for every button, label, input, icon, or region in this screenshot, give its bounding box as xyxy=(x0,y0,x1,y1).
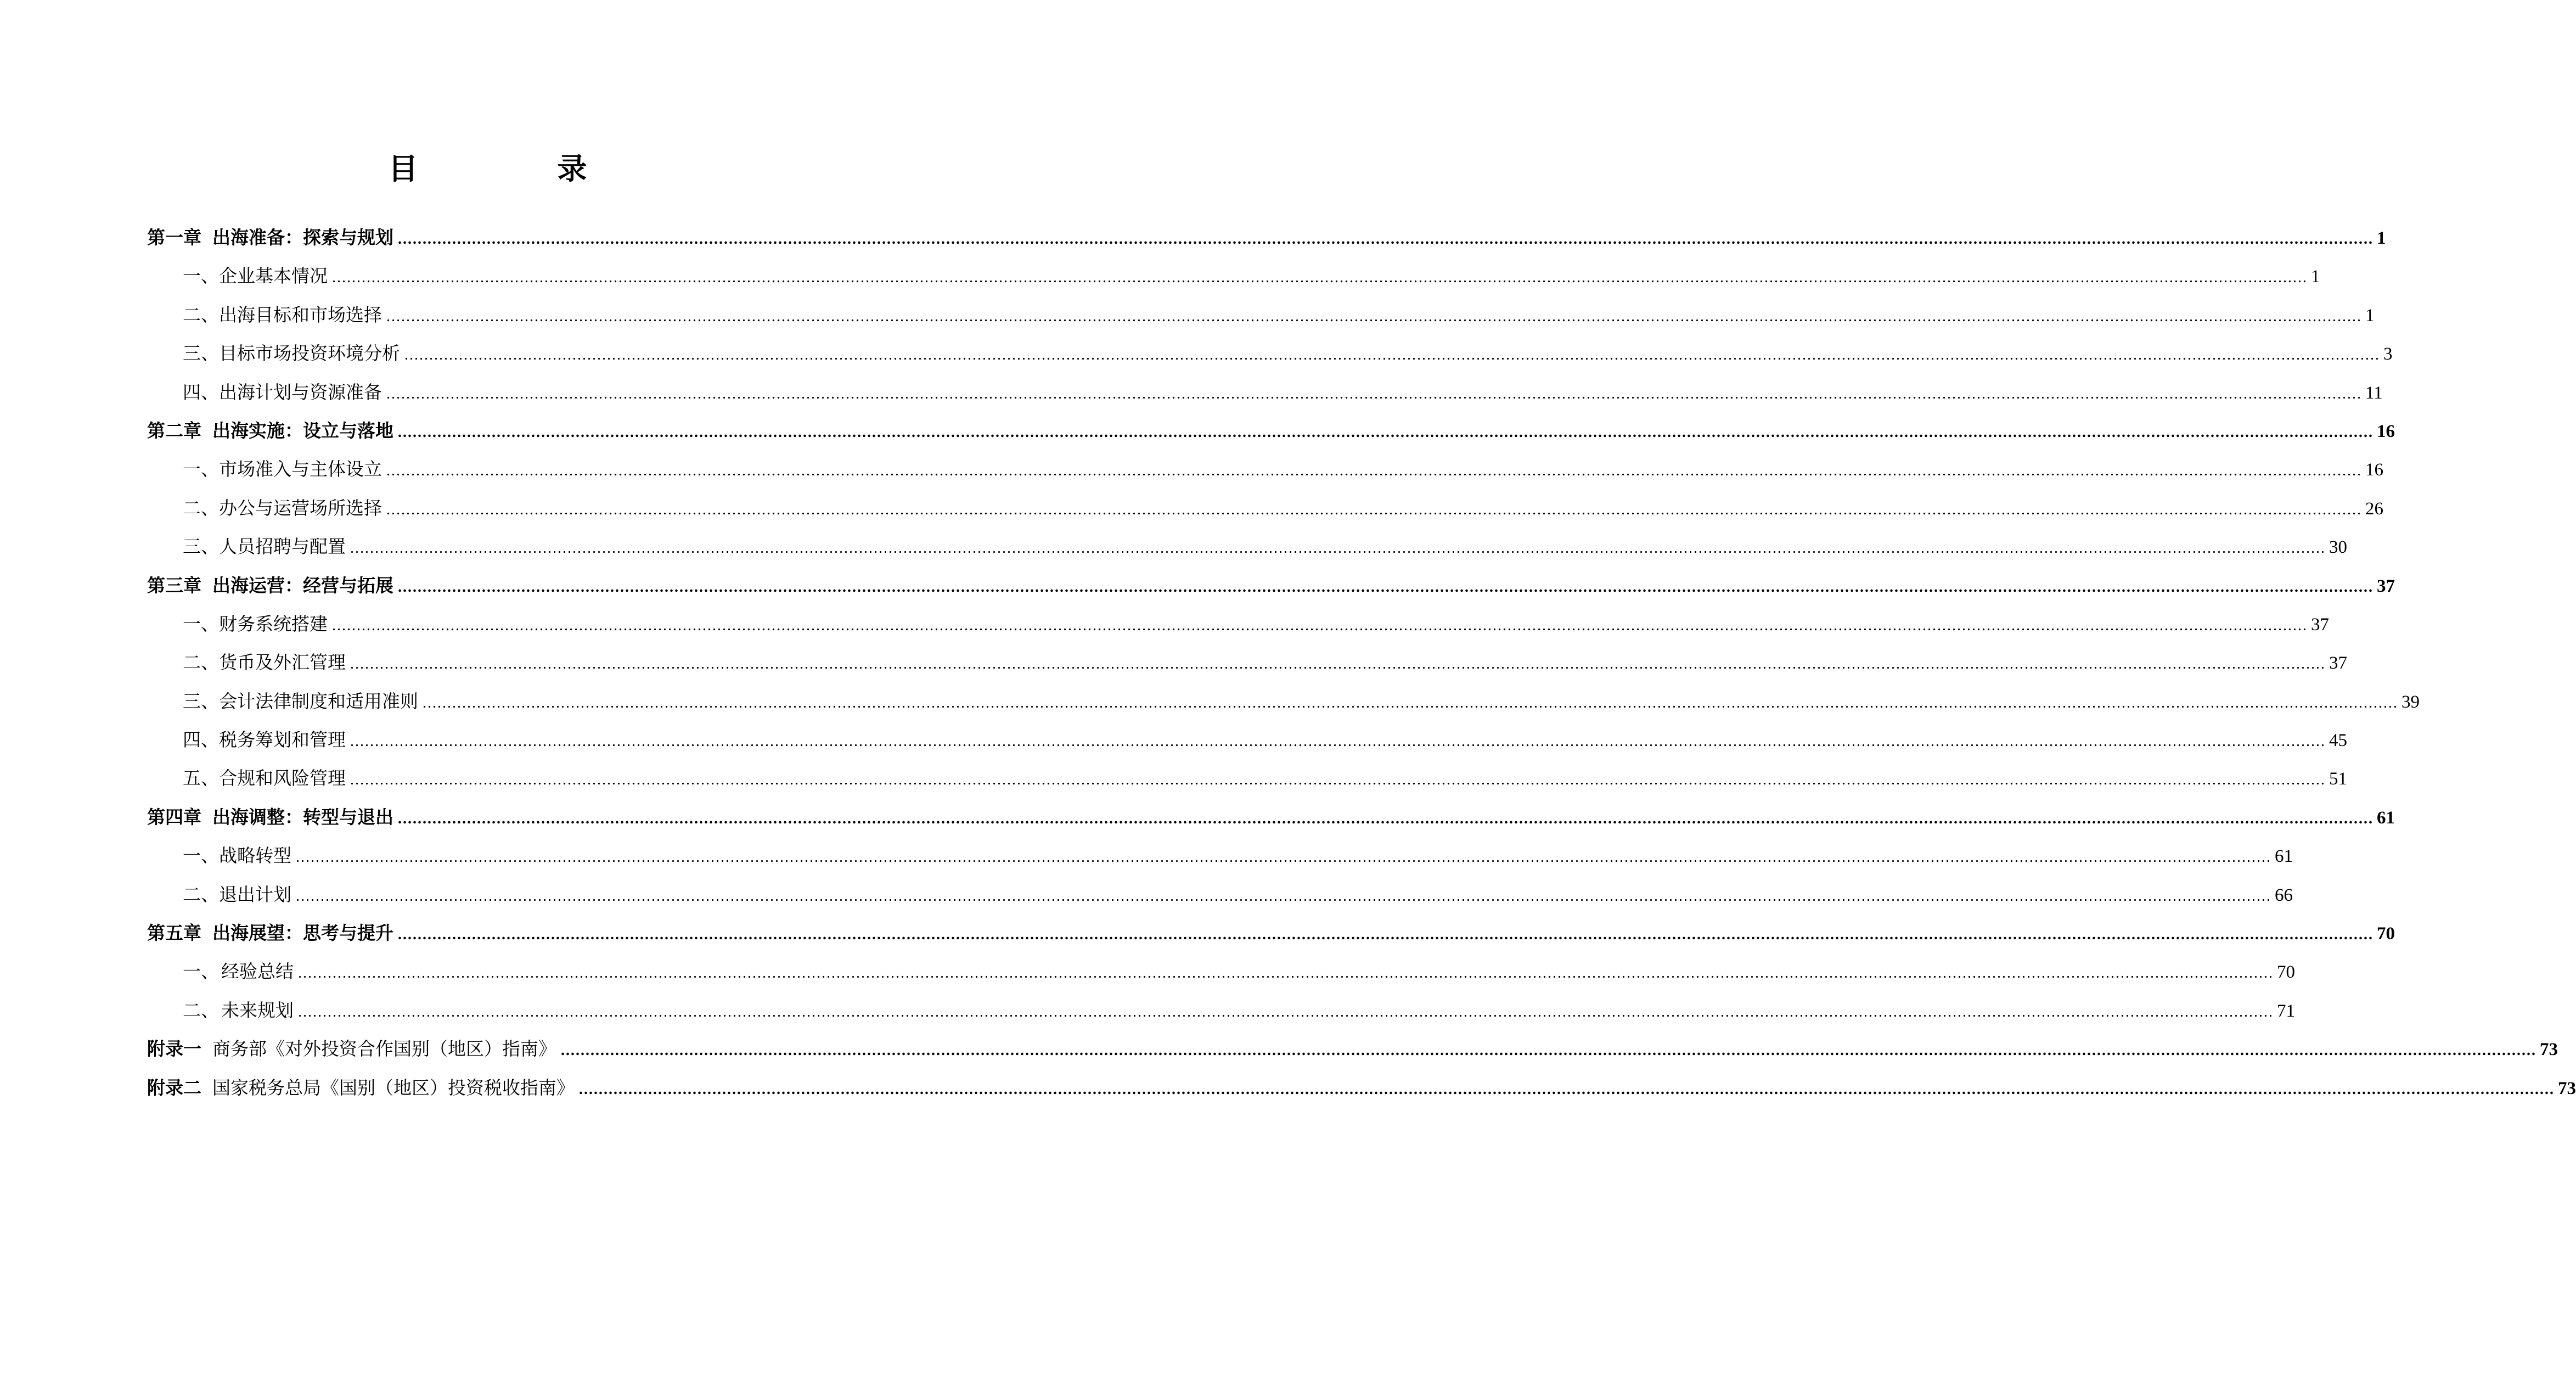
toc-section-row[interactable] xyxy=(147,643,2347,682)
toc-entry-title: 出海运营：经营与拓展 xyxy=(212,574,393,596)
dot-leader: ................................................................................................................................................................................................................................................................................................................................................................................................................ xyxy=(398,423,2373,441)
toc-page-number: 61 xyxy=(2275,846,2293,867)
toc-entry-title: 货币及外汇管理 xyxy=(219,652,346,674)
toc-page-number: 26 xyxy=(2365,498,2383,519)
toc-entry-number: 一、 xyxy=(183,845,219,867)
toc-page-number: 70 xyxy=(2277,962,2295,983)
toc-entry-title: 合规和风险管理 xyxy=(219,767,346,789)
toc-section-row[interactable] xyxy=(147,837,2293,875)
toc-entry-number: 二、 xyxy=(183,999,219,1021)
toc-entry-number: 第一章 xyxy=(147,227,201,248)
toc-page-number: 1 xyxy=(2377,228,2386,248)
toc-page-number: 1 xyxy=(2365,305,2375,326)
toc-entry-title: 出海计划与资源准备 xyxy=(219,381,382,403)
toc-entry-number: 五、 xyxy=(183,767,219,789)
toc-section-row[interactable] xyxy=(147,991,2295,1030)
toc-page-number: 61 xyxy=(2377,807,2395,828)
toc-entry-title: 税务筹划和管理 xyxy=(219,729,346,751)
toc-entry-number: 四、 xyxy=(183,381,219,403)
toc-section-row[interactable] xyxy=(147,605,2329,643)
toc-page-number: 37 xyxy=(2329,653,2347,674)
toc-entry-title: 出海调整：转型与退出 xyxy=(212,806,393,828)
toc-entry-title: 会计法律制度和适用准则 xyxy=(219,690,418,712)
toc-entry-title: 退出计划 xyxy=(219,883,291,905)
toc-section-row[interactable] xyxy=(147,296,2375,334)
dot-leader: ................................................................................................................................................................................................................................................................................................................................................................................................................ xyxy=(350,733,2326,750)
toc-page-number: 1 xyxy=(2311,267,2320,287)
toc-page-number: 16 xyxy=(2365,460,2383,480)
toc-entry-title: 商务部《对外投资合作国别（地区）指南》 xyxy=(212,1038,556,1060)
dot-leader: ................................................................................................................................................................................................................................................................................................................................................................................................................ xyxy=(350,771,2326,789)
toc-entry-number: 四、 xyxy=(183,729,219,751)
toc-page-number: 70 xyxy=(2377,924,2395,944)
dot-leader: ................................................................................................................................................................................................................................................................................................................................................................................................................ xyxy=(404,346,2380,364)
toc-section-row[interactable] xyxy=(147,759,2347,798)
dot-leader: ................................................................................................................................................................................................................................................................................................................................................................................................................ xyxy=(398,231,2373,248)
toc-entry-number: 附录一 xyxy=(147,1038,201,1060)
dot-leader: ................................................................................................................................................................................................................................................................................................................................................................................................................ xyxy=(398,810,2373,827)
toc-section-row[interactable] xyxy=(147,952,2295,991)
toc-section-row[interactable] xyxy=(147,334,2393,373)
toc-entry-title: 办公与运营场所选择 xyxy=(219,497,382,519)
page-title: 目 录 xyxy=(388,152,642,186)
toc-entry-number: 第四章 xyxy=(147,806,201,828)
dot-leader: ................................................................................................................................................................................................................................................................................................................................................................................................................ xyxy=(423,694,2398,711)
toc-entry-number: 第三章 xyxy=(147,574,201,596)
dot-leader: ................................................................................................................................................................................................................................................................................................................................................................................................................ xyxy=(386,307,2362,325)
dot-leader: ................................................................................................................................................................................................................................................................................................................................................................................................................ xyxy=(332,269,2308,287)
dot-leader: ................................................................................................................................................................................................................................................................................................................................................................................................................ xyxy=(386,385,2362,402)
dot-leader: ................................................................................................................................................................................................................................................................................................................................................................................................................ xyxy=(398,926,2373,944)
toc-section-row[interactable] xyxy=(147,489,2383,528)
toc-page-number: 30 xyxy=(2329,537,2347,558)
toc-entry-number: 附录二 xyxy=(147,1076,201,1098)
toc-entry-number: 第五章 xyxy=(147,922,201,944)
toc-page-number: 3 xyxy=(2383,344,2393,364)
dot-leader: ................................................................................................................................................................................................................................................................................................................................................................................................................ xyxy=(350,655,2326,673)
toc-entry-title: 出海准备：探索与规划 xyxy=(212,227,393,248)
toc-chapter-row[interactable] xyxy=(147,1069,2576,1107)
toc-page-number: 37 xyxy=(2311,614,2329,635)
toc-entry-number: 三、 xyxy=(183,536,219,558)
toc-chapter-row[interactable] xyxy=(147,1030,2558,1068)
toc-entry-title: 人员招聘与配置 xyxy=(219,536,346,558)
toc-chapter-row[interactable] xyxy=(147,798,2395,837)
toc-entry-title: 出海实施：设立与落地 xyxy=(212,419,393,441)
toc-entry-number: 一、 xyxy=(183,961,219,983)
toc-page-number: 51 xyxy=(2329,769,2347,789)
toc-entry-number: 一、 xyxy=(183,458,219,480)
dot-leader: ................................................................................................................................................................................................................................................................................................................................................................................................................ xyxy=(398,578,2373,596)
dot-leader: ................................................................................................................................................................................................................................................................................................................................................................................................................ xyxy=(386,462,2362,480)
dot-leader: ................................................................................................................................................................................................................................................................................................................................................................................................................ xyxy=(579,1080,2555,1098)
toc-entry-title: 市场准入与主体设立 xyxy=(219,458,382,480)
toc-entry-title: 财务系统搭建 xyxy=(219,613,328,635)
toc-entry-number: 二、 xyxy=(183,652,219,674)
toc-page-number: 73 xyxy=(2540,1040,2558,1060)
toc-section-row[interactable] xyxy=(147,876,2293,914)
toc-page-number: 66 xyxy=(2275,885,2293,905)
toc-page-number: 39 xyxy=(2401,692,2420,712)
toc-entry-title: 战略转型 xyxy=(219,845,291,867)
toc-page-number: 11 xyxy=(2365,383,2383,403)
toc-entry-number: 一、 xyxy=(183,613,219,635)
dot-leader: ................................................................................................................................................................................................................................................................................................................................................................................................................ xyxy=(386,501,2362,518)
toc-entry-number: 一、 xyxy=(183,265,219,287)
toc-page-number: 73 xyxy=(2558,1078,2576,1098)
dot-leader: ................................................................................................................................................................................................................................................................................................................................................................................................................ xyxy=(298,964,2274,982)
toc-entry-number: 三、 xyxy=(183,343,219,364)
toc-section-row[interactable] xyxy=(147,721,2347,759)
toc-entry-number: 第二章 xyxy=(147,419,201,441)
toc-chapter-row[interactable] xyxy=(147,218,2386,257)
toc-chapter-row[interactable] xyxy=(147,914,2395,952)
toc-section-row[interactable] xyxy=(147,257,2320,295)
toc-entry-title: 国家税务总局《国别（地区）投资税收指南》 xyxy=(212,1076,575,1098)
toc-entry-title: 出海展望：思考与提升 xyxy=(212,922,393,944)
toc-section-row[interactable] xyxy=(147,682,2420,721)
dot-leader: ................................................................................................................................................................................................................................................................................................................................................................................................................ xyxy=(296,849,2271,866)
toc-entry-number: 二、 xyxy=(183,497,219,519)
toc-entry-title: 目标市场投资环境分析 xyxy=(219,343,400,364)
toc-page-number: 16 xyxy=(2377,421,2395,441)
toc-entry-title: 企业基本情况 xyxy=(219,265,328,287)
toc-page-number: 71 xyxy=(2277,1001,2295,1021)
toc-entry-number: 二、 xyxy=(183,304,219,326)
dot-leader: ................................................................................................................................................................................................................................................................................................................................................................................................................ xyxy=(296,887,2271,905)
toc-section-row[interactable] xyxy=(147,373,2383,412)
toc-entry-title: 出海目标和市场选择 xyxy=(219,304,382,326)
toc-chapter-row[interactable] xyxy=(147,566,2395,605)
toc-entry-title: 未来规划 xyxy=(221,999,294,1021)
toc-section-row[interactable] xyxy=(147,450,2383,489)
dot-leader: ................................................................................................................................................................................................................................................................................................................................................................................................................ xyxy=(561,1042,2536,1059)
toc-entry-title: 经验总结 xyxy=(221,961,294,983)
dot-leader: ................................................................................................................................................................................................................................................................................................................................................................................................................ xyxy=(298,1003,2274,1020)
toc-entry-number: 二、 xyxy=(183,883,219,905)
toc-chapter-row[interactable] xyxy=(147,412,2395,450)
toc-page-number: 45 xyxy=(2329,731,2347,751)
toc-section-row[interactable] xyxy=(147,528,2347,566)
dot-leader: ................................................................................................................................................................................................................................................................................................................................................................................................................ xyxy=(350,540,2326,557)
toc-page-number: 37 xyxy=(2377,576,2395,596)
table-of-contents xyxy=(147,218,2576,1107)
toc-entry-number: 三、 xyxy=(183,690,219,712)
dot-leader: ................................................................................................................................................................................................................................................................................................................................................................................................................ xyxy=(332,616,2308,634)
